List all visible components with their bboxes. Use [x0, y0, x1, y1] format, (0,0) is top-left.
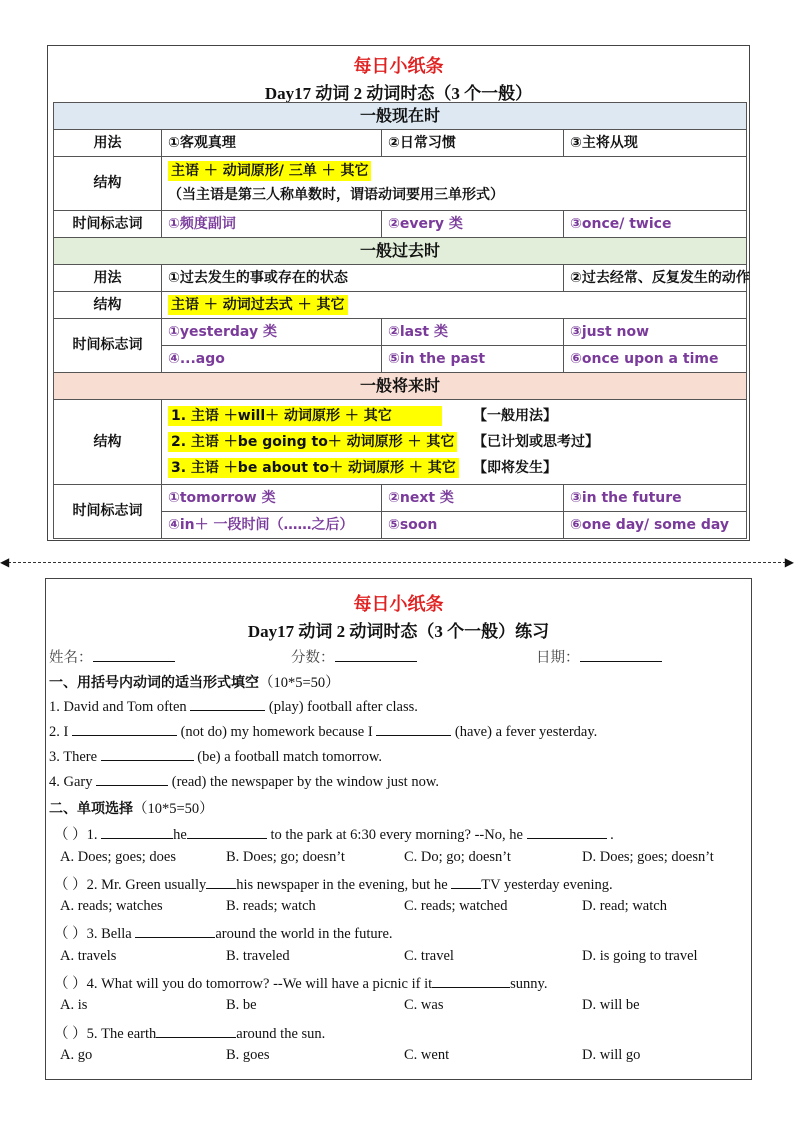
score-field-row: [291, 646, 417, 667]
name-blank[interactable]: [93, 648, 175, 662]
mc-q3-text-b: around the world in the future.: [215, 926, 393, 942]
future-tag-1: 【一般用法】: [473, 408, 557, 424]
past-usage-label: 用法: [54, 265, 162, 292]
past-structure-formula: 主语 ＋ 动词过去式 ＋ 其它: [168, 295, 348, 315]
future-header: 一般将来时: [54, 373, 747, 400]
present-time-2: ②every 类: [382, 211, 564, 238]
section2-points: （10*5=50）: [133, 801, 214, 817]
answer-paren-3[interactable]: （ ）: [54, 926, 87, 942]
fill-blank-2b[interactable]: [376, 722, 451, 736]
mc-q2-blank-1: [206, 875, 236, 889]
mc-q2-option-a[interactable]: A. reads; watches: [60, 898, 163, 914]
fill-item-2-text-a: 2. I: [49, 724, 72, 740]
mc-q4-option-a[interactable]: A. is: [60, 997, 88, 1013]
mc-q1-text-a: 1.: [86, 827, 102, 843]
score-blank[interactable]: [335, 648, 417, 662]
section2-heading-row: [49, 797, 214, 818]
mc-q4-option-b[interactable]: B. be: [226, 997, 257, 1013]
mc-q1-option-b[interactable]: B. Does; go; doesn’t: [226, 849, 345, 865]
present-time-label: 时间标志词: [54, 211, 162, 238]
name-field-row: [49, 646, 175, 667]
present-header-row: [54, 103, 747, 130]
mc-q5-blank-1: [156, 1024, 236, 1038]
mc-q5-text-b: around the sun.: [236, 1026, 326, 1042]
future-time-1: ①tomorrow 类: [162, 485, 382, 512]
past-usage-1: ①过去发生的事或存在的状态: [162, 265, 564, 292]
present-structure-formula: 主语 ＋ 动词原形/ 三单 ＋ 其它: [168, 161, 371, 181]
fill-item-4-text-b: (read) the newspaper by the window just now.: [168, 774, 439, 790]
past-time-4: ④...ago: [162, 346, 382, 373]
date-field-row: [536, 646, 662, 667]
mc-q2-blank-2: [451, 875, 481, 889]
fill-blank-4[interactable]: [96, 772, 168, 786]
present-usage-row: [54, 130, 747, 157]
future-structure-3: 3. 主语 ＋be about to＋ 动词原形 ＋ 其它: [168, 458, 459, 478]
mc-q2-text-a: 2. Mr. Green usually: [86, 877, 207, 893]
past-usage-2: ②过去经常、反复发生的动作: [564, 265, 747, 292]
mc-q5-option-c[interactable]: C. went: [404, 1047, 450, 1063]
mc-q3-blank-1: [135, 924, 215, 938]
mc-q2-option-b[interactable]: B. reads; watch: [226, 898, 316, 914]
mc-q2-option-c[interactable]: C. reads; watched: [404, 898, 508, 914]
present-header: 一般现在时: [54, 103, 747, 130]
fill-item-2-text-b: (not do) my homework because I: [176, 724, 377, 740]
notes-card: [47, 45, 750, 541]
fill-item-2-text-c: (have) a fever yesterday.: [451, 724, 598, 740]
section1-heading: 一、用括号内动词的适当形式填空: [49, 675, 259, 691]
past-time-label: 时间标志词: [54, 319, 162, 373]
future-structure-2: 2. 主语 ＋be going to＋ 动词原形 ＋ 其它: [168, 432, 457, 452]
present-usage-3: ③主将从现: [564, 130, 747, 157]
mc-q3-option-b[interactable]: B. traveled: [226, 948, 290, 964]
present-structure-note: （当主语是第三人称单数时，谓语动词要用三单形式）: [168, 186, 504, 203]
future-structure-row: [54, 400, 747, 485]
present-time-1: ①频度副词: [162, 211, 382, 238]
future-time-label: 时间标志词: [54, 485, 162, 539]
exercise-card: [45, 578, 752, 1080]
mc-q1-option-d[interactable]: D. Does; goes; doesn’t: [582, 849, 714, 865]
mc-question-2: [54, 873, 613, 894]
section1-points: （10*5=50）: [259, 675, 340, 691]
answer-paren-2[interactable]: （ ）: [54, 877, 87, 893]
mc-q5-option-d[interactable]: D. will go: [582, 1047, 641, 1063]
fill-item-4-text-a: 4. Gary: [49, 774, 97, 790]
future-time-3: ③in the future: [564, 485, 747, 512]
mc-q4-option-d[interactable]: D. will be: [582, 997, 640, 1013]
present-usage-1: ①客观真理: [162, 130, 382, 157]
fill-item-3: [49, 747, 382, 766]
mc-q1-blank-3: [527, 825, 607, 839]
fill-blank-1[interactable]: [190, 697, 265, 711]
mc-q1-text-c: to the park at 6:30 every morning? --No, he: [266, 827, 527, 843]
mc-q1-text-d: .: [606, 827, 614, 843]
mc-q1-blank-1: [101, 825, 173, 839]
date-label: 日期：: [536, 650, 580, 666]
mc-q2-text-c: TV yesterday evening.: [481, 877, 613, 893]
fill-blank-3[interactable]: [101, 747, 194, 761]
date-blank[interactable]: [580, 648, 662, 662]
mc-q3-option-d[interactable]: D. is going to travel: [582, 948, 698, 964]
present-usage-label: 用法: [54, 130, 162, 157]
notes-subtitle: Day17 动词 2 动词时态（3 个一般）: [264, 84, 533, 103]
score-label: 分数：: [291, 650, 335, 666]
future-structure-label: 结构: [54, 400, 162, 485]
mc-question-5: [54, 1022, 325, 1043]
past-header: 一般过去时: [54, 238, 747, 265]
future-structure-1: 1. 主语 ＋will＋ 动词原形 ＋ 其它: [168, 406, 442, 426]
past-time-3: ③just now: [564, 319, 747, 346]
past-structure-label: 结构: [54, 292, 162, 319]
exercise-title: 每日小纸条: [353, 594, 444, 614]
past-time-2: ②last 类: [382, 319, 564, 346]
mc-q5-option-a[interactable]: A. go: [60, 1047, 93, 1063]
mc-q5-text-a: 5. The earth: [86, 1026, 157, 1042]
tense-table: [53, 102, 750, 539]
present-time-3: ③once/ twice: [564, 211, 747, 238]
mc-question-1: [54, 823, 614, 844]
mc-q3-option-c[interactable]: C. travel: [404, 948, 454, 964]
mc-q4-blank-1: [432, 974, 510, 988]
section2-heading: 二、单项选择: [49, 801, 133, 817]
mc-q2-option-d[interactable]: D. read; watch: [582, 898, 667, 914]
mc-q4-text-a: 4. What will you do tomorrow? --We will have a picnic if it: [86, 976, 433, 992]
future-time-6: ⑥one day/ some day: [564, 512, 747, 539]
fill-item-3-text-b: (be) a football match tomorrow.: [193, 749, 382, 765]
future-tag-2: 【已计划或思考过】: [473, 434, 599, 450]
notes-title: 每日小纸条: [353, 56, 444, 76]
mc-q3-option-a[interactable]: A. travels: [60, 948, 117, 964]
answer-paren-5[interactable]: （ ）: [54, 1026, 87, 1042]
past-time-6: ⑥once upon a time: [564, 346, 747, 373]
present-time-row: [54, 211, 747, 238]
answer-paren-1[interactable]: （ ）: [54, 827, 87, 843]
future-header-row: [54, 373, 747, 400]
mc-q1-option-c[interactable]: C. Do; go; doesn’t: [404, 849, 511, 865]
section1-heading-row: [49, 671, 340, 692]
mc-question-4: [54, 972, 547, 993]
past-time-1: ①yesterday 类: [162, 319, 382, 346]
future-tag-3: 【即将发生】: [473, 460, 557, 476]
mc-q2-text-b: his newspaper in the evening, but he: [236, 877, 452, 893]
exercise-subtitle: Day17 动词 2 动词时态（3 个一般）练习: [247, 622, 550, 641]
fill-item-1-text-a: 1. David and Tom often: [49, 699, 191, 715]
fill-item-1-text-b: (play) football after class.: [265, 699, 418, 715]
mc-q3-text-a: 3. Bella: [86, 926, 136, 942]
past-time-row-1: [54, 319, 747, 346]
name-label: 姓名：: [49, 650, 93, 666]
past-usage-row: [54, 265, 747, 292]
answer-paren-4[interactable]: （ ）: [54, 976, 87, 992]
fill-item-2: [49, 722, 597, 741]
future-time-row-1: [54, 485, 747, 512]
future-time-2: ②next 类: [382, 485, 564, 512]
fill-item-4: [49, 772, 439, 791]
fill-item-1: [49, 697, 418, 716]
future-time-5: ⑤soon: [382, 512, 564, 539]
mc-q1-text-b: he: [173, 827, 187, 843]
mc-q4-option-c[interactable]: C. was: [404, 997, 444, 1013]
arrow-left-icon: ◀: [0, 555, 10, 569]
mc-q1-option-a[interactable]: A. Does; goes; does: [60, 849, 176, 865]
mc-question-3: [54, 922, 393, 943]
future-time-4: ④in＋ 一段时间（……之后）: [162, 512, 382, 539]
past-time-5: ⑤in the past: [382, 346, 564, 373]
fill-item-3-text-a: 3. There: [49, 749, 101, 765]
mc-q4-text-b: sunny.: [510, 976, 548, 992]
present-structure-label: 结构: [54, 157, 162, 211]
past-header-row: [54, 238, 747, 265]
arrow-right-icon: ▶: [784, 555, 794, 569]
present-structure-row: [54, 157, 747, 211]
present-usage-2: ②日常习惯: [382, 130, 564, 157]
mc-q5-option-b[interactable]: B. goes: [226, 1047, 270, 1063]
past-structure-row: [54, 292, 747, 319]
cut-line: [8, 562, 786, 563]
mc-q1-blank-2: [187, 825, 267, 839]
fill-blank-2a[interactable]: [72, 722, 177, 736]
